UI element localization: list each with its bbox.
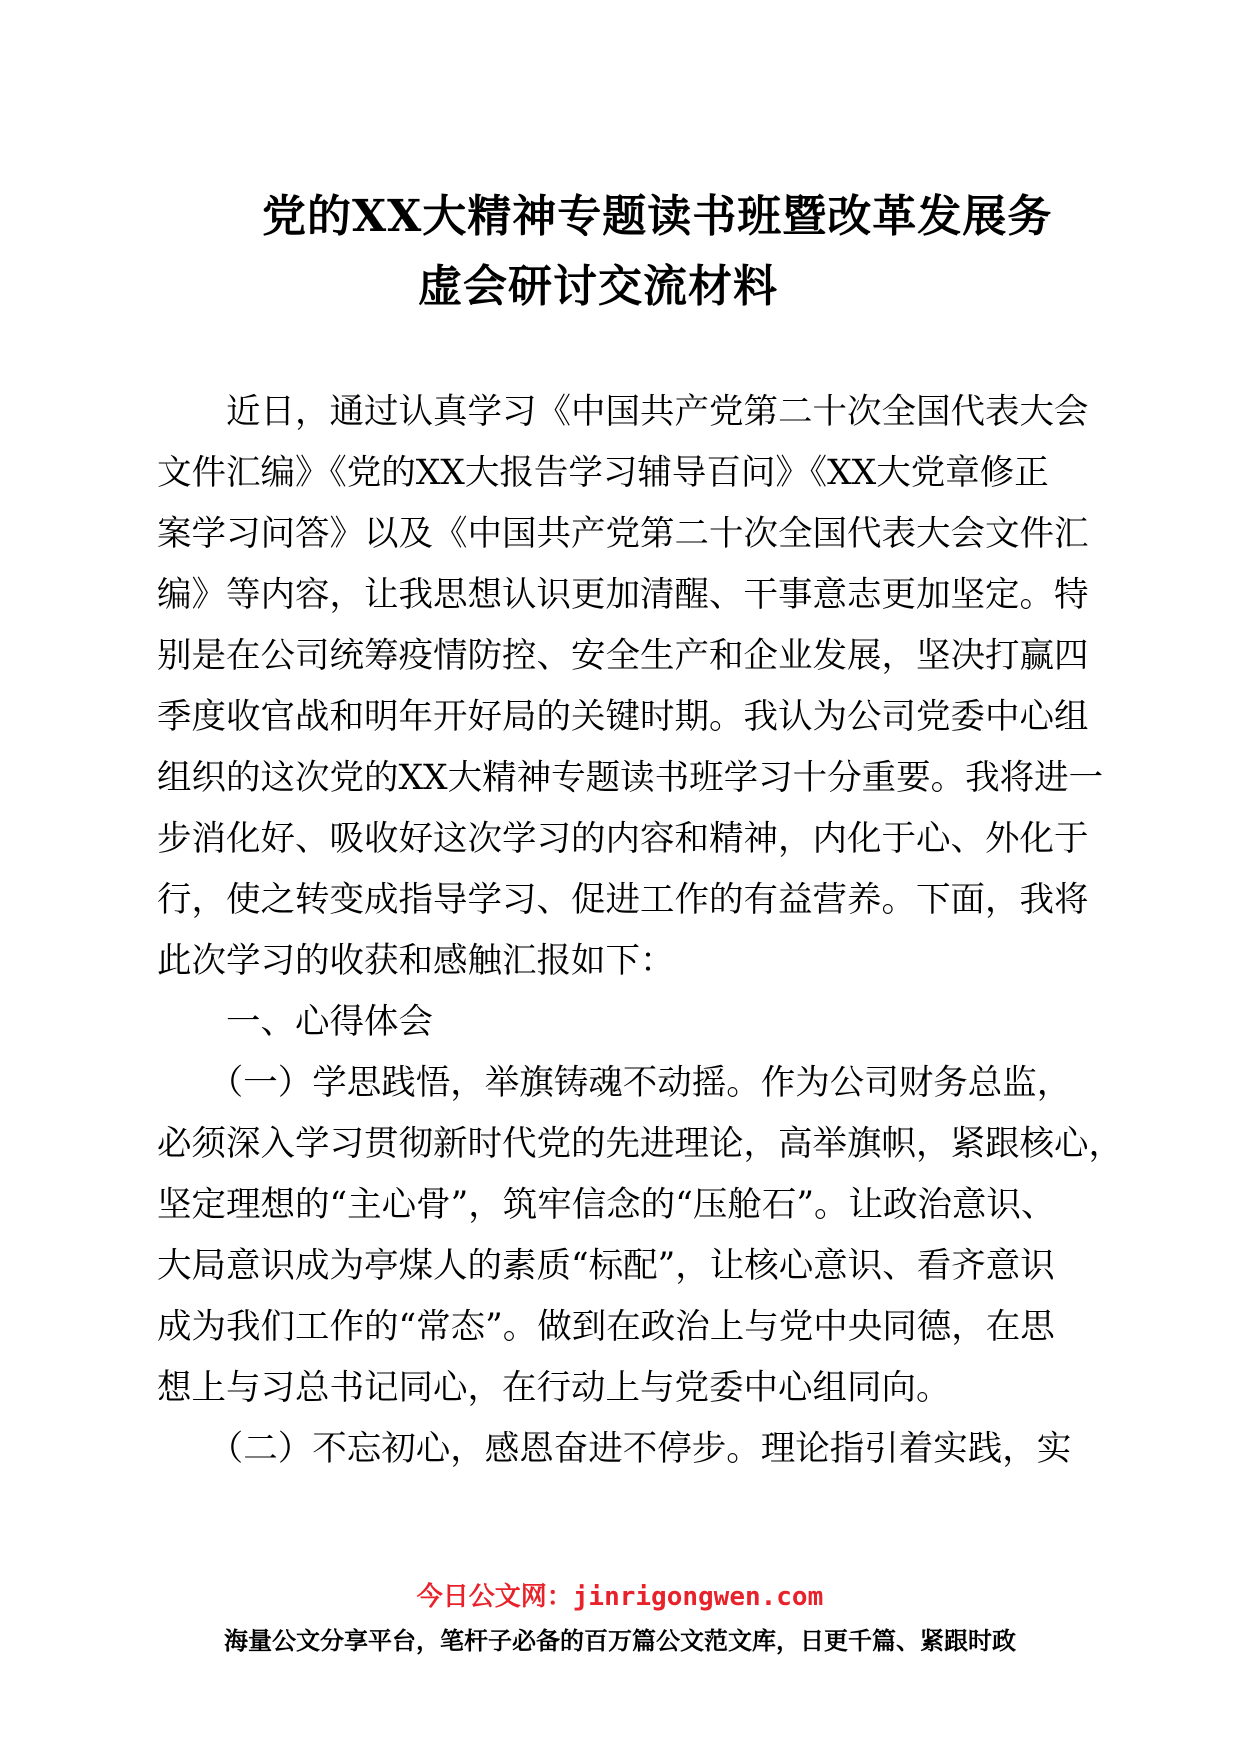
section-heading: 一、心得体会 bbox=[157, 1002, 433, 1042]
footer-site-url[interactable]: jinrigongwen.com bbox=[572, 1582, 824, 1612]
body-line: 组织的这次党的XX大精神专题读书班学习十分重要。我将进一 bbox=[157, 758, 1104, 798]
body-line: （二）不忘初心，感恩奋进不停步。理论指引着实践，实 bbox=[157, 1429, 1072, 1469]
document-body bbox=[157, 382, 1123, 1480]
body-line: （一）学思践悟，举旗铸魂不动摇。作为公司财务总监， bbox=[157, 1063, 1072, 1103]
body-line: 想上与习总书记同心，在行动上与党委中心组同向。 bbox=[157, 1368, 951, 1408]
body-line: 行，使之转变成指导学习、促进工作的有益营养。下面，我将 bbox=[157, 880, 1089, 920]
footer-site-banner bbox=[0, 1580, 1240, 1614]
body-line: 成为我们工作的“常态”。做到在政治上与党中央同德，在思 bbox=[157, 1307, 1055, 1347]
body-line: 步消化好、吸收好这次学习的内容和精神，内化于心、外化于 bbox=[157, 819, 1089, 859]
footer-site-label: 今日公文网： bbox=[416, 1582, 573, 1612]
body-line: 文件汇编》《党的XX大报告学习辅导百问》《XX大党章修正 bbox=[157, 453, 1049, 493]
body-line: 编》等内容，让我思想认识更加清醒、干事意志更加坚定。特 bbox=[157, 575, 1089, 615]
body-line: 近日，通过认真学习《中国共产党第二十次全国代表大会 bbox=[157, 392, 1089, 432]
footer-slogan: 海量公文分享平台，笔杆子必备的百万篇公文范文库，日更千篇、紧跟时政 bbox=[224, 1627, 1016, 1655]
body-line: 此次学习的收获和感触汇报如下： bbox=[157, 941, 675, 981]
body-line: 案学习问答》以及《中国共产党第二十次全国代表大会文件汇 bbox=[157, 514, 1089, 554]
document-title-line1: 党的XX大精神专题读书班暨改革发展务 bbox=[262, 191, 1053, 242]
body-line: 季度收官战和明年开好局的关键时期。我认为公司党委中心组 bbox=[157, 697, 1089, 737]
body-line: 必须深入学习贯彻新时代党的先进理论，高举旗帜，紧跟核心， bbox=[157, 1124, 1123, 1164]
body-line: 大局意识成为亭煤人的素质“标配”，让核心意识、看齐意识 bbox=[157, 1246, 1055, 1286]
document-title-line2: 虚会研讨交流材料 bbox=[418, 261, 778, 312]
body-line: 坚定理想的“主心骨”，筑牢信念的“压舱石”。让政治意识、 bbox=[157, 1185, 1056, 1225]
body-line: 别是在公司统筹疫情防控、安全生产和企业发展，坚决打赢四 bbox=[157, 636, 1089, 676]
